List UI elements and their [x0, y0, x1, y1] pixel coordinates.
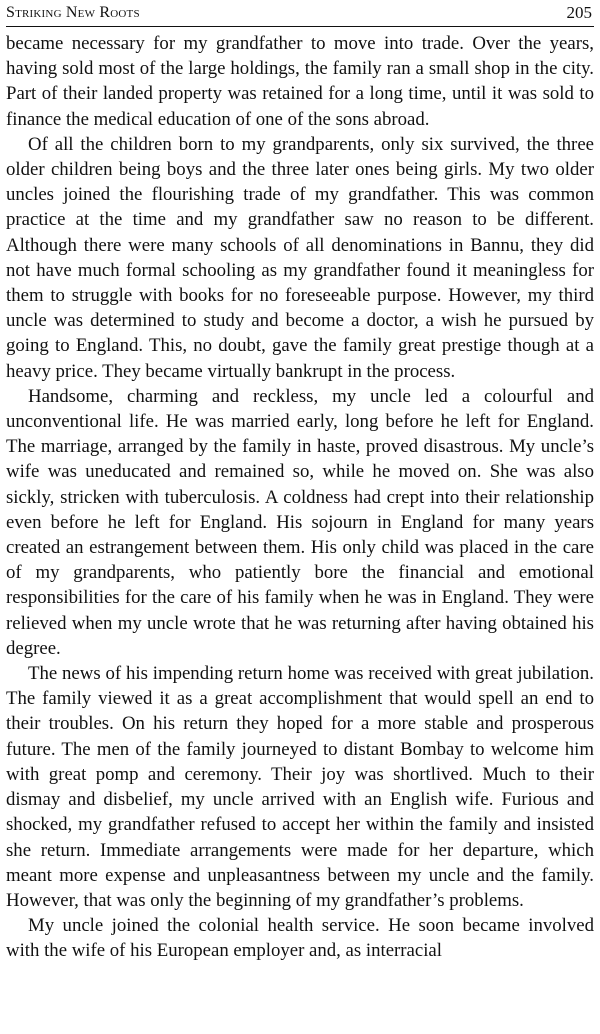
page-number: 205 — [566, 3, 592, 22]
paragraph: Handsome, charming and reckless, my uncle led a colourful and unconventional life. He was married early, long before he left for England. The marriage, arranged by the family in haste, proved disastrous. My uncle’s wife was uneducated and remained so, while he moved on. She was also sickly, stricken with tuberculosis. A coldness had crept into their relationship even before he left for England. His sojourn in England for many years created an estrangement between them. His only child was placed in the care of my grandparents, who patiently bore the financial and emotional responsibilities for the care of his family when he was in England. They were relieved when my uncle wrote that he was returning after having obtained his degree. — [6, 385, 594, 659]
paragraph: My uncle joined the colonial health service. He soon became involved with the wife of his European employer and, as interracial — [6, 915, 594, 962]
running-header — [6, 0, 594, 27]
paragraph-continued: became necessary for my grandfather to move into trade. Over the years, having sold most of the large holdings, the family ran a small shop in the city. Part of their landed property was retained for a long time, until it was sold to finance the medical education of one of the sons abroad. — [6, 33, 594, 130]
paragraph: Of all the children born to my grandparents, only six survived, the three older children being boys and the three later ones being girls. My two older uncles joined the flourishing trade of my grandfather. This was common practice at the time and my grandfather saw no reason to be different. Although there were many schools of all denominations in Bannu, they did not have much formal schooling as my grandfather found it meaningless for them to struggle with books for no foreseeable purpose. However, my third uncle was determined to study and become a doctor, a wish he pursued by going to England. This, no doubt, gave the family great prestige though at a heavy price. They became virtually bankrupt in the process. — [6, 133, 594, 382]
running-title: Striking New Roots — [6, 4, 140, 21]
paragraph: The news of his impending return home was received with great jubilation. The family viewed it as a great accomplishment that would spell an end to their troubles. On his return they hoped for a more stable and prosperous future. The men of the family journeyed to distant Bombay to welcome him with great pomp and ceremony. Their joy was shortlived. Much to their dismay and disbelief, my uncle arrived with an English wife. Furious and shocked, my grandfather refused to accept her within the family and insisted she return. Immediate arrangements were made for her departure, which meant more expense and unpleasantness between my uncle and the family. However, that was only the beginning of my grandfather’s problems. — [6, 663, 594, 911]
body-text — [6, 31, 594, 964]
